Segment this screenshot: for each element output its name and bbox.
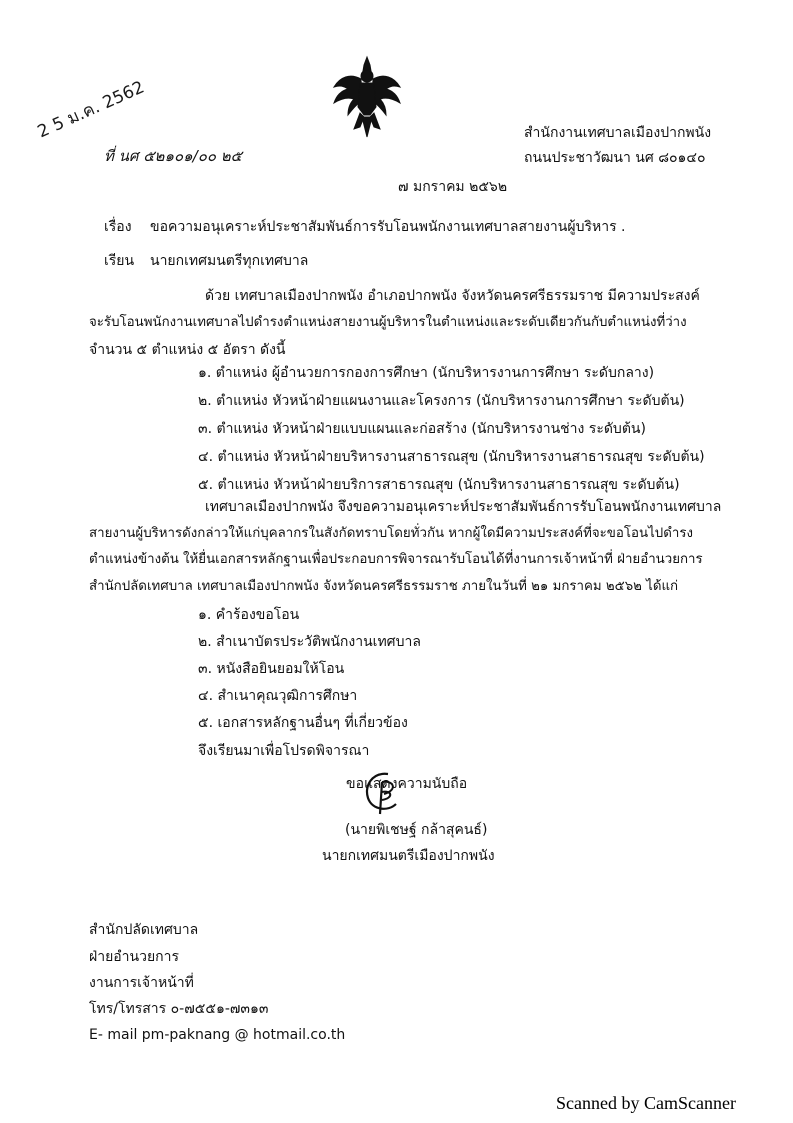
regards-line: ขอแสดงความนับถือ <box>346 776 468 792</box>
closing-line: จึงเรียนมาเพื่อโปรดพิจารณา <box>198 743 370 759</box>
office-address: ถนนประชาวัฒนา นศ ๘๐๑๔๐ <box>524 150 706 166</box>
position-item: ๑. ตำแหน่ง ผู้อำนวยการกองการศึกษา (นักบริหารงานการศึกษา ระดับกลาง) <box>198 365 655 381</box>
reference-number: ที่ นศ ๕๒๑๐๑/๐๐ ๒๕ <box>104 147 243 165</box>
document-item: ๑. คำร้องขอโอน <box>198 607 300 623</box>
recipient-text: นายกเทศมนตรีทุกเทศบาล <box>150 253 309 269</box>
footer-line: โทร/โทรสาร ๐-๗๕๕๑-๗๓๑๓ <box>89 1001 269 1017</box>
body-paragraph-1-line: จะรับโอนพนักงานเทศบาลไปดำรงตำแหน่งสายงานผู้บริหารในตำแหน่งและระดับเดียวกันกับตำแหน่งที่ว่าง <box>89 315 687 330</box>
signature-icon <box>358 768 408 824</box>
body-paragraph-2-line: สำนักปลัดเทศบาล เทศบาลเมืองปากพนัง จังหวัดนครศรีธรรมราช ภายในวันที่ ๒๑ มกราคม ๒๕๖๒ ได้แก่ <box>89 579 679 594</box>
body-paragraph-2-line: เทศบาลเมืองปากพนัง จึงขอความอนุเคราะห์ประชาสัมพันธ์การรับโอนพนักงานเทศบาล <box>205 499 722 515</box>
body-paragraph-1-line: จำนวน ๕ ตำแหน่ง ๕ อัตรา ดังนี้ <box>89 342 286 358</box>
position-item: ๔. ตำแหน่ง หัวหน้าฝ่ายบริหารงานสาธารณสุข (นักบริหารงานสาธารณสุข ระดับต้น) <box>198 449 705 465</box>
received-date-stamp: 2 5 ม.ค. 2562 <box>34 77 148 143</box>
garuda-emblem-icon <box>330 55 404 143</box>
scanner-watermark: Scanned by CamScanner <box>556 1093 736 1113</box>
footer-email: E- mail pm-paknang @ hotmail.co.th <box>89 1027 346 1043</box>
signer-name: (นายพิเชษฐ์ กล้าสุคนธ์) <box>345 822 488 838</box>
footer-line: สำนักปลัดเทศบาล <box>89 922 199 938</box>
body-paragraph-1-line: ด้วย เทศบาลเมืองปากพนัง อำเภอปากพนัง จังหวัดนครศรีธรรมราช มีความประสงค์ <box>205 288 700 304</box>
document-item: ๕. เอกสารหลักฐานอื่นๆ ที่เกี่ยวข้อง <box>198 715 408 731</box>
position-item: ๕. ตำแหน่ง หัวหน้าฝ่ายบริการสาธารณสุข (นักบริหารงานสาธารณสุข ระดับต้น) <box>198 477 680 493</box>
document-item: ๔. สำเนาคุณวุฒิการศึกษา <box>198 688 358 704</box>
subject-text: ขอความอนุเคราะห์ประชาสัมพันธ์การรับโอนพนักงานเทศบาลสายงานผู้บริหาร . <box>150 219 626 235</box>
document-item: ๒. สำเนาบัตรประวัติพนักงานเทศบาล <box>198 634 421 650</box>
footer-line: งานการเจ้าหน้าที่ <box>89 975 194 991</box>
footer-line: ฝ่ายอำนวยการ <box>89 949 180 965</box>
letter-date: ๗ มกราคม ๒๕๖๒ <box>398 179 508 195</box>
body-paragraph-2-line: ตำแหน่งข้างต้น ให้ยื่นเอกสารหลักฐานเพื่อประกอบการพิจารณารับโอนได้ที่งานการเจ้าหน้าที่ ฝ่ายอำนวยการ <box>89 552 703 567</box>
office-name: สำนักงานเทศบาลเมืองปากพนัง <box>524 125 712 141</box>
position-item: ๒. ตำแหน่ง หัวหน้าฝ่ายแผนงานและโครงการ (นักบริหารงานการศึกษา ระดับต้น) <box>198 393 685 409</box>
recipient-label: เรียน <box>104 253 135 269</box>
position-item: ๓. ตำแหน่ง หัวหน้าฝ่ายแบบแผนและก่อสร้าง (นักบริหารงานช่าง ระดับต้น) <box>198 421 646 437</box>
body-paragraph-2-line: สายงานผู้บริหารดังกล่าวให้แก่บุคลากรในสังกัดทราบโดยทั่วกัน หากผู้ใดมีความประสงค์ที่จะขอโอนไปดำรง <box>89 526 693 541</box>
subject-label: เรื่อง <box>104 219 132 235</box>
signer-title: นายกเทศมนตรีเมืองปากพนัง <box>322 848 495 864</box>
document-item: ๓. หนังสือยินยอมให้โอน <box>198 661 345 677</box>
